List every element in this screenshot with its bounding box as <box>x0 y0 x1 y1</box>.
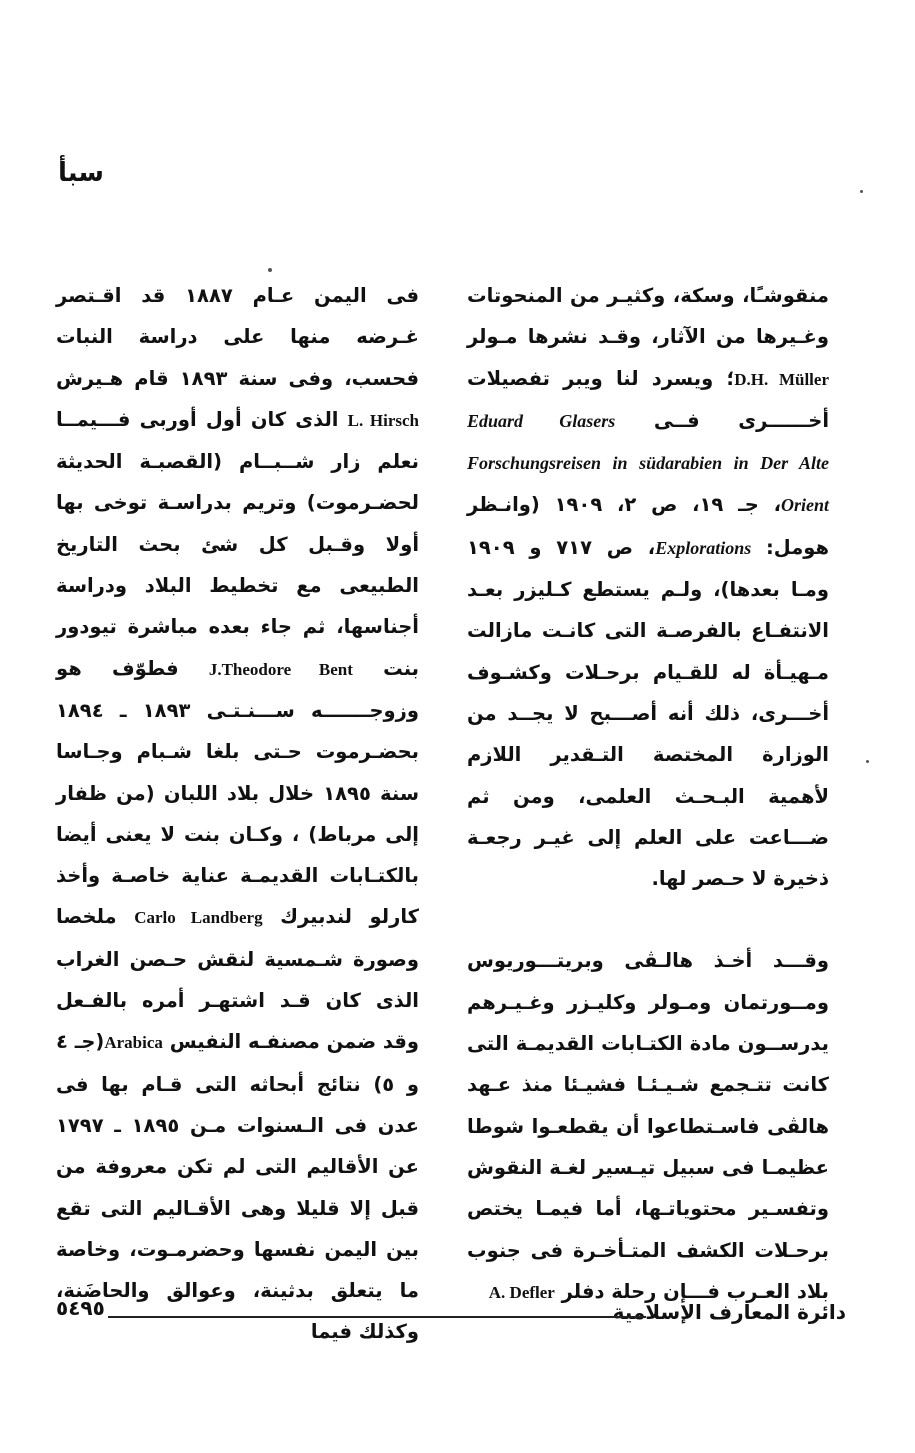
latin-term: Carlo Landberg <box>134 908 263 928</box>
text-run: ، ص ٧١٧ و ١٩٠٩ ومـا بعدها)، ولـم يستطع كـليزر بعـد الانتفـاع بالفرصـة التى كانـت مازالت مـهيـأة له للقـيام برحـلات وكشـوف أخـــرى، ذلك أنه أصـــبح لا يجــد من الوزارة المختصة التـقدير اللازم لأهمية البـحـث العلمى، ومن ثم ضـــاعت على العلم إلى غيـر رجعـة ذخيرة لا حـصر لها. <box>467 535 829 891</box>
left-text-column <box>56 275 419 1353</box>
right-paragraph-1 <box>467 275 829 899</box>
text-run: ملخصا وصورة شـمسية لنقش حـصن الغراب الذى كان قـد اشتهـر أمره بالفـعل وقد ضمن مصنفـه النفيس <box>56 905 419 1054</box>
latin-term: Explorations <box>655 537 752 558</box>
text-run: ، جـ ١٩، ص ٢، ١٩٠٩ (وانـظر هومل: <box>467 493 830 559</box>
scan-speck <box>268 268 272 272</box>
text-run: ؛ ويسرد لنا ويبر تفصيلات أخــــــرى فــى <box>467 366 829 432</box>
latin-term: L. Hirsch <box>347 410 419 430</box>
page-footer <box>56 1296 846 1330</box>
left-paragraph-1 <box>56 275 419 1353</box>
latin-term: Arabica <box>104 1033 163 1053</box>
scan-speck <box>866 760 869 763</box>
footer-encyclopedia-title: دائرة المعارف الإسلامية <box>612 1300 846 1324</box>
latin-term: D.H. Müller <box>734 369 829 389</box>
latin-term: Eduard Glasers Forschungsreisen in südarabien in Der Alte Orient <box>467 410 829 516</box>
footer-rule-divider <box>108 1316 646 1318</box>
text-run: (جـ ٤ و ٥) نتائج أبحاثه التى قـام بها فى عدن فى الـسنوات مـن ١٨٩٥ ـ ١٧٩٧ عن الأقاليم التى لم تكن معروفة من قبل إلا قليلا وهى الأقـاليم التى تقع بين اليمن نفسها وحضرمـوت، وخاصة ما يتعلق بدثينة، وعوالق والحاضَنة، وكذلك فيما <box>56 1030 419 1344</box>
footer-page-number: ٥٤٩٥ <box>56 1296 105 1320</box>
latin-term: A. Defler <box>488 1282 555 1302</box>
text-run: الذى كان أول أوربى فـــيمــا نعلم زار شــبــام (القصبـة الحديثة لحضـرموت) وتريم بدراسـة توخى بها أولا وقـبل كل شئ بحث التاريخ الطبيعى مع تخطيط البلاد ودراسة أجناسها، ثم جاء بعده مباشرة تيودور بنت <box>56 407 420 680</box>
latin-term: J.Theodore Bent <box>208 659 353 679</box>
page-header-title: سبأ <box>58 158 104 188</box>
text-run: فى اليمن عـام ١٨٨٧ قد اقـتصر غـرضه منها على دراسة النبات فحسب، وفى سنة ١٨٩٣ قام هـيرش <box>56 284 419 390</box>
text-run: وقـــد أخـذ هالـڤى وبريتـــوريوس ومــورتمان ومـولر وكليـزر وغـيـرهم يدرســون مادة الكتـابات القديمـة التى كانت تتـجمع شـيـئـا فشيـئا منذ عـهد هالڤى فاسـتطاعوا أن يقطعـوا شوطا عظيمـا فى سبيل تيـسير لغـة النقوش وتفسـير محتوياتـها، أما فيمـا يختص برحـلات الكشف المتـأخـرة فى جنوب بلاد العـرب فـــإن رحلة دفلر <box>467 949 829 1303</box>
right-text-column <box>467 275 829 1313</box>
scan-speck <box>860 190 863 193</box>
text-run: فطوّف هو وزوجـــــــه ســـنـتـى ١٨٩٣ ـ ١٨٩٤ بحضـرموت حـتى بلغا شـبام وجـاسا سنة ١٨٩٥ خلال بلاد اللبان (من ظفار إلى مرباط) ، وكـان بنت لا يعنى أيضا بالكتـابات القديمـة عناية خاصـة وأخذ كارلو لندبيرك <box>56 656 420 929</box>
text-run: منقوشـًا، وسكة، وكثيـر من المنحوتات وغـيرها من الآثار، وقـد نشرها مـولر <box>467 284 829 349</box>
right-paragraph-2 <box>467 940 829 1313</box>
